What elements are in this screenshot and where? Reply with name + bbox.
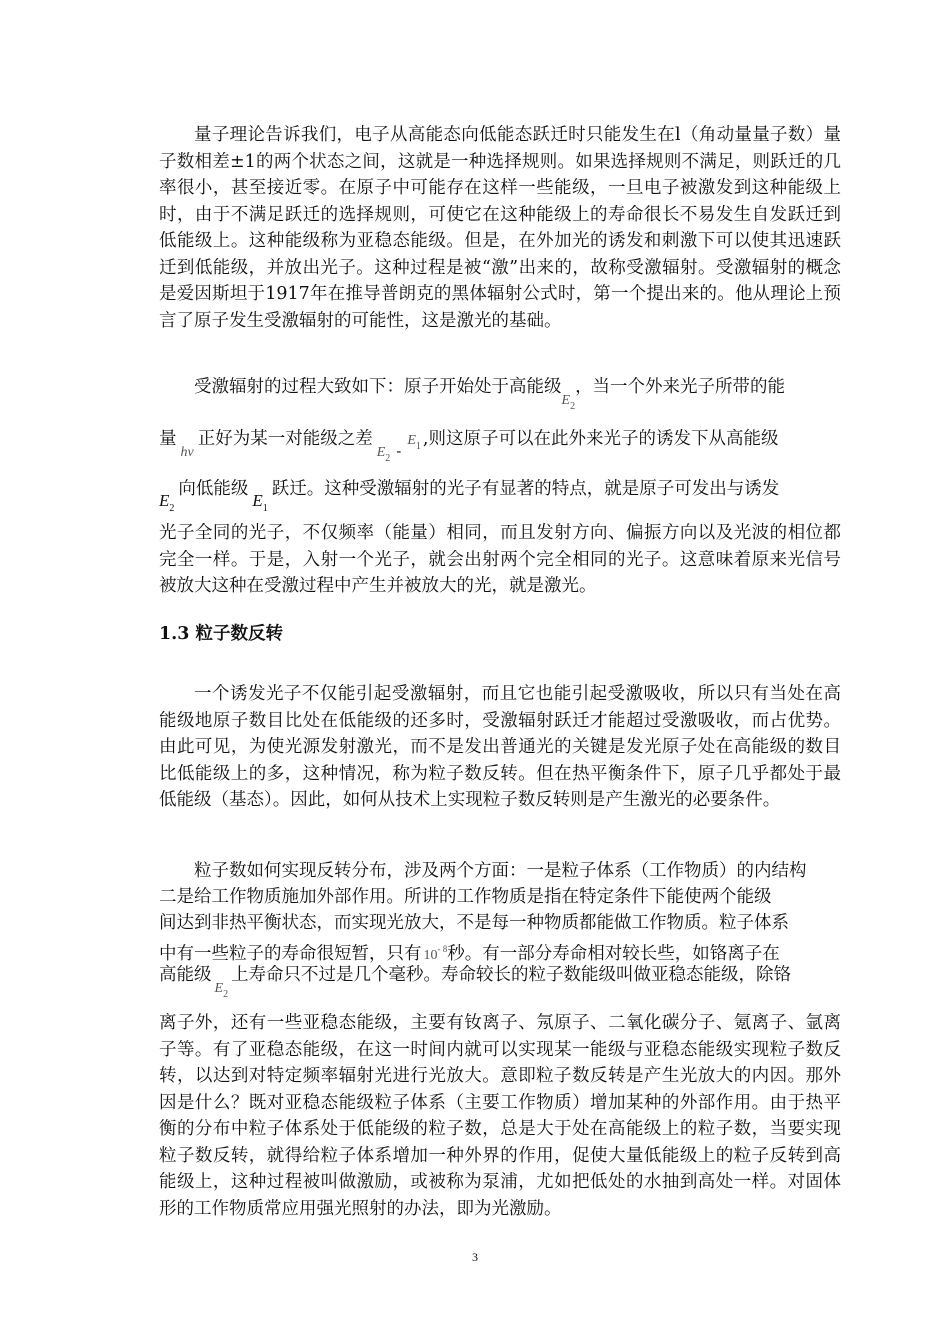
text: ，当一个外来光子所带的能 (575, 377, 786, 397)
minus-sign: - (396, 442, 402, 460)
paragraph-stimulated-line-2 (159, 426, 841, 464)
math-base: 10 (423, 948, 438, 963)
text: 正好为某一对能级之差 (197, 429, 373, 449)
math-e2 (214, 981, 229, 1000)
paragraph-stimulated-line-3 (159, 476, 841, 514)
paragraph-quantum-theory: 量子理论告诉我们，电子从高能态向低能态跃迁时只能发生在l（角动量量子数）量子数相差±1的两个状态之间，这就是一种选择规则。如果选择规则不满足，则跃迁的几率很小，甚至接近零。在原子中可能存在这样一些能级，一旦电子被激发到这种能级上时，由于不满足跃迁的选择规则，可使它在这种能级上的寿命很长不易发生自发跃迁到低能级上。这种能级称为亚稳态能级。但是，在外加光的诱发和刺激下可以使其迅速跃迁到低能级，并放出光子。这种过程是被“激”出来的，故称受激辐射。受激辐射的概念是爱因斯坦于1917年在推导普朗克的黑体辐射公式时，第一个提出来的。他从理论上预言了原子发生受激辐射的可能性，这是激光的基础。 (159, 125, 841, 331)
text: 向低能级 (178, 479, 249, 499)
paragraph-stimulated-rest: 光子全同的光子，不仅频率（能量）相同，而且发射方向、偏振方向以及光波的相位都完全一样。于是，入射一个光子，就会出射两个完全相同的光子。这意味着原来光信号被放大这种在受激过程中产生并被放大的光，就是激光。 (159, 523, 841, 596)
math-e2 (376, 445, 391, 464)
math-symbol: E (252, 491, 263, 510)
paragraph-realize-line-2: 二是给工作物质施加外部作用。所讲的工作物质是指在特定条件下能使两个能级 (159, 887, 772, 907)
paragraph-realize-rest: 离子外，还有一些亚稳态能级，主要有钕离子、氖原子、二氧化碳分子、氪离子、氩离子等。有了亚稳态能级，在这一时间内就可以实现某一能级与亚稳态能级实现粒子数反转，以达到对特定频率辐射光进行光放大。意即粒子数反转是产生光放大的内因。那外因是什么？既对亚稳态能级粒子体系（主要工作物质）增加某种的外部作用。由于热平衡的分布中粒子体系处于低能级的粒子数，总是大于处在高能级上的粒子数，当要实现粒子数反转，就得给粒子体系增加一种外界的作用，促使大量低能级上的粒子反转到高能级上，这种过程被叫做激励，或被称为泵浦，尤如把低处的水抽到高处一样。对固体形的工作物质常应用强光照射的办法，即为光激励。 (159, 1013, 841, 1219)
paragraph-realize-line-1: 粒子数如何实现反转分布，涉及两个方面：一是粒子体系（工作物质）的内结构 (194, 861, 807, 881)
section-heading: 1.3 粒子数反转 (159, 624, 284, 644)
math-subscript: 2 (223, 989, 229, 1000)
math-subscript: 2 (570, 401, 576, 412)
page-number: 3 (472, 1250, 478, 1264)
math-subscript: 2 (385, 453, 391, 464)
math-subscript: 2 (169, 503, 175, 514)
math-e1 (407, 433, 421, 452)
math-symbol: E (407, 433, 416, 448)
text: 秒。有一部分寿命相对较长些，如铬离子在 (447, 944, 780, 964)
math-symbol: E (214, 981, 224, 996)
text: 高能级 (159, 965, 212, 985)
math-hv: hv (180, 445, 194, 460)
math-subscript: 1 (262, 503, 268, 514)
text: 跃迁。这种受激辐射的光子有显著的特点，就是原子可发出与诱发 (271, 479, 780, 499)
text: 上寿命只不过是几个毫秒。寿命较长的粒子数能级叫做亚稳态能级，除铬 (231, 965, 792, 985)
math-exponent: - 8 (437, 944, 448, 954)
math-symbol: E (159, 491, 170, 510)
paragraph-realize-line-5 (159, 962, 841, 1000)
text: 受激辐射的过程大致如下：原子开始处于高能级 (194, 377, 562, 397)
math-power-of-ten (423, 944, 448, 963)
paragraph-stimulated-line-1 (159, 374, 841, 412)
paragraph-realize-line-3: 间达到非热平衡状态，而实现光放大，不是每一种物质都能做工作物质。粒子体系 (159, 913, 789, 933)
math-symbol: E (561, 393, 571, 408)
paragraph-population-inversion: 一个诱发光子不仅能引起受激辐射，而且它也能引起受激吸收，所以只有当处在高能级地原子数目比处在低能级的还多时，受激辐射跃迁才能超过受激吸收，而占优势。由此可见，为使光源发射激光，而不是发出普通光的关键是发光原子处在高能级的数目比低能级上的多，这种情况，称为粒子数反转。但在热平衡条件下，原子几乎都处于最低能级（基态）。因此，如何从技术上实现粒子数反转则是产生激光的必要条件。 (159, 684, 841, 810)
math-e2 (561, 393, 576, 412)
text: 量 (159, 429, 177, 449)
text: 中有一些粒子的寿命很短暂，只有 (159, 944, 422, 964)
math-e1-large (252, 491, 268, 514)
math-subscript: 1 (415, 441, 421, 452)
math-e2-large (159, 491, 175, 514)
math-symbol: E (376, 445, 386, 460)
text: ,则这原子可以在此外来光子的诱发下从高能级 (422, 429, 779, 449)
